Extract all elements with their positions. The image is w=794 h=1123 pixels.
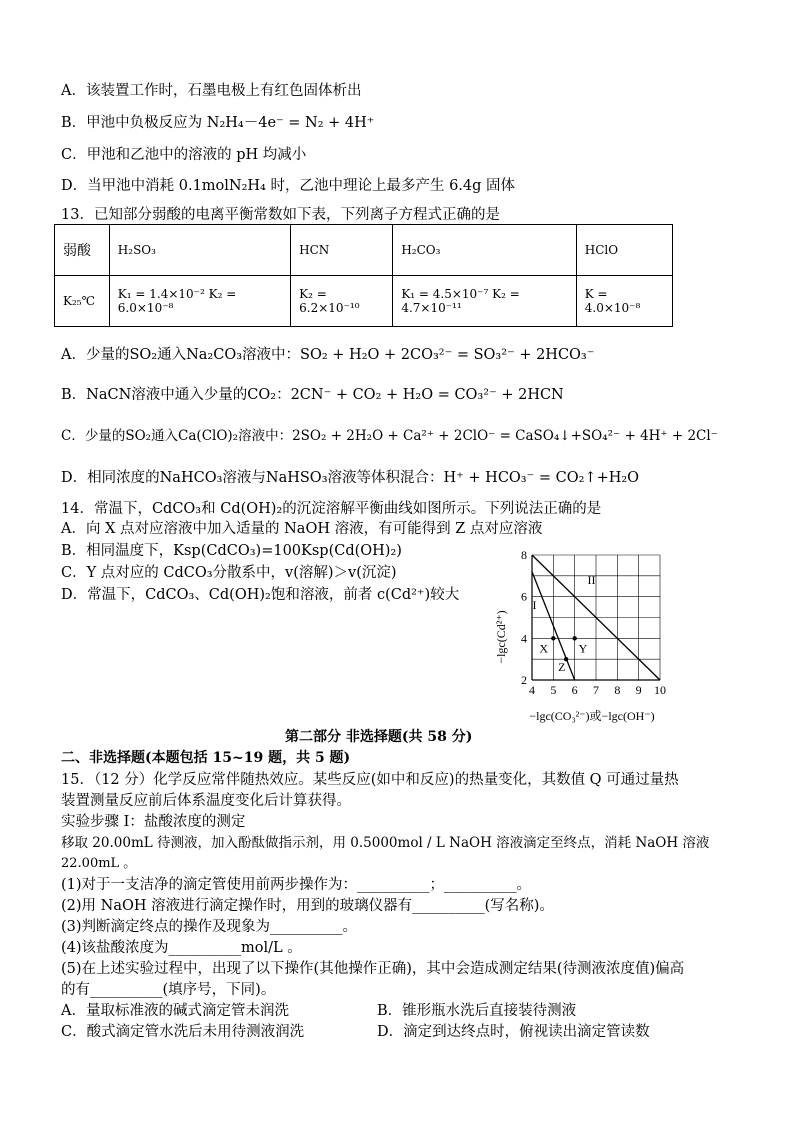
q13-option-d: D．相同浓度的NaHCO₃溶液与NaHSO₃溶液等体积混合：H⁺ + HCO₃⁻ = CO₂↑+H₂O [61, 470, 640, 486]
chart-ticks [521, 548, 666, 697]
table-cell: 弱酸 [55, 225, 110, 276]
table-cell: H₂CO₃ [393, 225, 576, 276]
section-title: 第二部分 非选择题(共 58 分) [285, 729, 473, 745]
q15-procedure-2: 22.00mL 。 [61, 856, 137, 871]
table-row [55, 276, 673, 327]
q14-option-c: C．Y 点对应的 CdCO₃分散系中，v(溶解)＞v(沉淀) [61, 565, 397, 581]
q15-subq-5: (5)在上述实验过程中，出现了以下操作(其他操作正确)，其中会造成测定结果(待测液浓度值)偏高 [61, 961, 685, 977]
table-cell: H₂SO₃ [109, 225, 290, 276]
q15-subq-3: (3)判断滴定终点的操作及现象为__________。 [61, 919, 358, 935]
q13-option-c: C．少量的SO₂通入Ca(ClO)₂溶液中：2SO₂ + 2H₂O + Ca²⁺ + 2ClO⁻ = CaSO₄↓+SO₄²⁻ + 4H⁺ + 2Cl⁻ [61, 428, 718, 444]
x-tick-label: 5 [550, 683, 557, 697]
q15-subq-4: (4)该盐酸浓度为__________mol/L 。 [61, 940, 302, 956]
q15-intro-1: 15．（12 分）化学反应常伴随热效应。某些反应(如中和反应)的热量变化，其数值 Q 可通过量热 [61, 772, 679, 788]
x-tick-label: 10 [654, 683, 666, 697]
table-cell: K = 4.0×10⁻⁸ [576, 276, 672, 327]
q15-step: 实验步骤 I：盐酸浓度的测定 [61, 814, 246, 830]
table-cell: K₂ = 6.2×10⁻¹⁰ [291, 276, 393, 327]
x-tick-label: 9 [635, 683, 642, 697]
x-tick-label: 7 [593, 683, 599, 697]
point-Y [572, 636, 576, 640]
q15-subq-5-cont: 的有__________(填序号，下同)。 [61, 982, 276, 998]
precipitation-chart [490, 540, 690, 725]
x-tick-label: 8 [614, 683, 621, 697]
point-X [551, 636, 555, 640]
q15-option-a: A．量取标准液的碱式滴定管未润洗 [61, 1003, 289, 1019]
point-label: Z [558, 660, 566, 675]
q12-option-d: D．当甲池中消耗 0.1molN₂H₄ 时，乙池中理论上最多产生 6.4g 固体 [61, 178, 516, 194]
q15-option-d: D．滴定到达终点时，俯视读出滴定管读数 [377, 1024, 650, 1040]
y-tick-label: 2 [521, 673, 527, 687]
q15-subq-1: (1)对于一支洁净的滴定管使用前两步操作为：__________；__________。 [61, 877, 532, 893]
q13-option-a: A．少量的SO₂通入Na₂CO₃溶液中：SO₂ + H₂O + 2CO₃²⁻ = SO₃²⁻ + 2HCO₃⁻ [61, 347, 595, 363]
q12-option-c: C．甲池和乙池中的溶液的 pH 均减小 [61, 147, 307, 163]
q12-option-a: A．该装置工作时，石墨电极上有红色固体析出 [61, 83, 362, 99]
q12-option-b: B．甲池中负极反应为 N₂H₄－4e⁻ = N₂ + 4H⁺ [61, 115, 375, 131]
series-label: II [587, 573, 596, 588]
series-label: I [532, 598, 537, 613]
q14-option-d: D．常温下，CdCO₃、Cd(OH)₂饱和溶液，前者 c(Cd²⁺)较大 [61, 587, 460, 603]
x-tick-label: 4 [529, 683, 535, 697]
y-tick-label: 8 [521, 548, 527, 562]
section-heading: 二、非选择题(本题包括 15~19 题，共 5 题) [61, 750, 351, 766]
q14-stem: 14．常温下，CdCO₃和 Cd(OH)₂的沉淀溶解平衡曲线如图所示。下列说法正确的是 [61, 501, 602, 517]
acid-constants-table [54, 224, 673, 327]
q15-option-b: B．锥形瓶水洗后直接装待测液 [377, 1003, 577, 1019]
q15-intro-2: 装置测量反应前后体系温度变化后计算获得。 [61, 793, 351, 809]
q14-option-a: A．向 X 点对应溶液中加入适量的 NaOH 溶液，有可能得到 Z 点对应溶液 [61, 521, 543, 537]
table-cell: K₂₅℃ [55, 276, 110, 327]
y-tick-label: 6 [521, 589, 527, 604]
table-cell: HClO [576, 225, 672, 276]
table-header-row [55, 225, 673, 276]
y-tick-label: 4 [521, 631, 527, 646]
x-tick-label: 6 [571, 683, 578, 697]
point-label: Y [578, 641, 588, 656]
table-cell: K₁ = 1.4×10⁻² K₂ = 6.0×10⁻⁸ [109, 276, 290, 327]
q15-subq-2: (2)用 NaOH 溶液进行滴定操作时，用到的玻璃仪器有__________(写名称)。 [61, 898, 554, 914]
q15-option-c: C．酸式滴定管水洗后未用待测液润洗 [61, 1024, 305, 1040]
table-cell: K₁ = 4.5×10⁻⁷ K₂ = 4.7×10⁻¹¹ [393, 276, 576, 327]
point-label: X [539, 641, 549, 656]
q13-option-b: B．NaCN溶液中通入少量的CO₂：2CN⁻ + CO₂ + H₂O = CO₃²⁻ + 2HCN [61, 387, 564, 403]
chart-ylabel: −lgc(Cd²⁺) [494, 610, 508, 664]
q14-option-b: B．相同温度下，Ksp(CdCO₃)=100Ksp(Cd(OH)₂) [61, 543, 402, 559]
chart-xlabel: −lgc(CO₃²⁻)或−lgc(OH⁻) [529, 709, 655, 723]
table-cell: HCN [291, 225, 393, 276]
q15-procedure-1: 移取 20.00mL 待测液，加入酚酞做指示剂，用 0.5000mol / L NaOH 溶液滴定至终点，消耗 NaOH 溶液 [61, 835, 710, 851]
q13-stem: 13．已知部分弱酸的电离平衡常数如下表，下列离子方程式正确的是 [61, 207, 500, 223]
